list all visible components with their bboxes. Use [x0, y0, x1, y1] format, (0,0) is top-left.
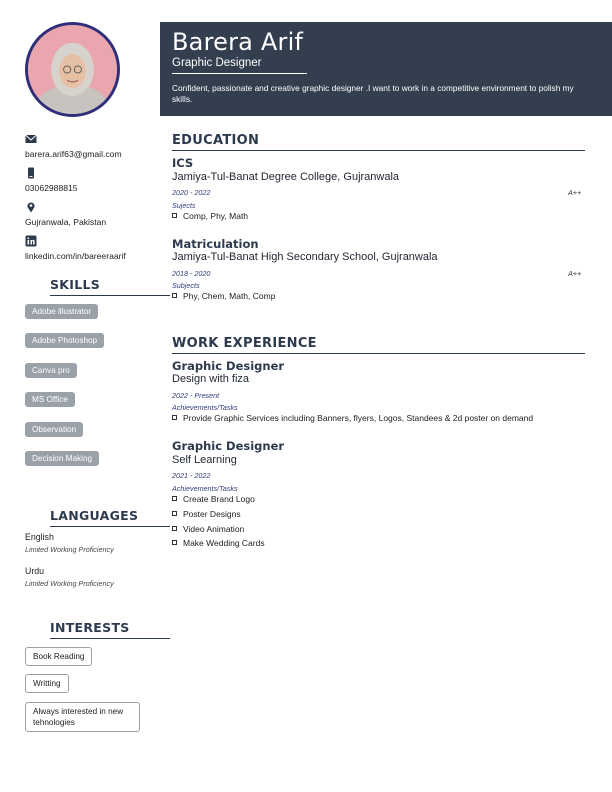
education-dates: 2018 - 2020 — [172, 269, 211, 278]
work-org: Design with fiza — [172, 373, 250, 385]
phone-icon — [25, 167, 37, 179]
interest-tag: Writting — [25, 674, 69, 693]
education-grade: A++ — [568, 188, 582, 197]
list-item: Comp, Phy, Math — [172, 211, 248, 221]
work-heading: WORK EXPERIENCE — [172, 336, 585, 354]
contact-linkedin[interactable] — [25, 235, 126, 261]
work-dates: 2022 - Present — [172, 391, 220, 400]
education-school: Jamiya-Tul-Banat High Secondary School, Gujranwala — [172, 251, 438, 263]
work-label: Achievements/Tasks — [172, 484, 238, 493]
list-item: Make Wedding Cards — [172, 538, 265, 548]
skill-tag: Decision Making — [25, 451, 99, 466]
list-item: Phy, Chem, Math, Comp — [172, 291, 275, 301]
location-pin-icon — [25, 201, 37, 213]
interest-tag: Always interested in new tehnologies — [25, 702, 140, 732]
linkedin-icon — [25, 235, 37, 247]
skill-tag: Canva pro — [25, 363, 77, 378]
skills-heading: SKILLS — [50, 277, 170, 296]
header-banner — [160, 22, 612, 116]
education-label: Sujects — [172, 201, 196, 210]
contact-location — [25, 201, 106, 227]
education-heading: EDUCATION — [172, 133, 585, 151]
person-role: Graphic Designer — [172, 57, 307, 74]
contact-phone[interactable] — [25, 167, 78, 193]
education-grade: A++ — [568, 269, 582, 278]
education-degree: Matriculation — [172, 237, 259, 251]
education-degree: ICS — [172, 156, 194, 170]
profile-photo — [25, 22, 120, 117]
work-role: Graphic Designer — [172, 439, 285, 453]
location-text: Gujranwala, Pakistan — [25, 217, 107, 227]
skill-tag: Adobe illustrator — [25, 304, 98, 319]
work-label: Achievements/Tasks — [172, 403, 238, 412]
language-name: Urdu — [25, 566, 45, 576]
email-icon — [25, 133, 37, 145]
interests-heading: INTERESTS — [50, 620, 170, 639]
education-dates: 2020 - 2022 — [172, 188, 211, 197]
phone-text: 03062988815 — [25, 183, 78, 193]
skill-tag: Adobe Photoshop — [25, 333, 104, 348]
contact-email[interactable] — [25, 133, 122, 159]
skill-tag: MS Office — [25, 392, 75, 407]
list-item: Video Animation — [172, 524, 244, 534]
person-name: Barera Arif — [172, 28, 304, 56]
work-org: Self Learning — [172, 454, 237, 466]
work-role: Graphic Designer — [172, 359, 285, 373]
list-item: Create Brand Logo — [172, 494, 255, 504]
languages-heading: LANGUAGES — [50, 508, 170, 527]
skill-tag: Observation — [25, 422, 83, 437]
list-item: Poster Designs — [172, 509, 241, 519]
language-level: Limited Working Proficiency — [25, 579, 114, 588]
language-name: English — [25, 532, 54, 542]
education-label: Subjects — [172, 281, 200, 290]
language-level: Limited Working Proficiency — [25, 545, 114, 554]
interest-tag: Book Reading — [25, 647, 92, 666]
email-text: barera.arif63@gmail.com — [25, 149, 122, 159]
work-dates: 2021 - 2022 — [172, 471, 211, 480]
list-item: Provide Graphic Services including Banners, flyers, Logos, Standees & 2d poster on demand — [172, 413, 533, 423]
linkedin-text: linkedin.com/in/bareeraarif — [25, 251, 126, 261]
summary-text: Confident, passionate and creative graphic designer .I want to work in a competitive environment to polish my skills. — [172, 83, 574, 104]
education-school: Jamiya-Tul-Banat Degree College, Gujranwala — [172, 171, 400, 183]
